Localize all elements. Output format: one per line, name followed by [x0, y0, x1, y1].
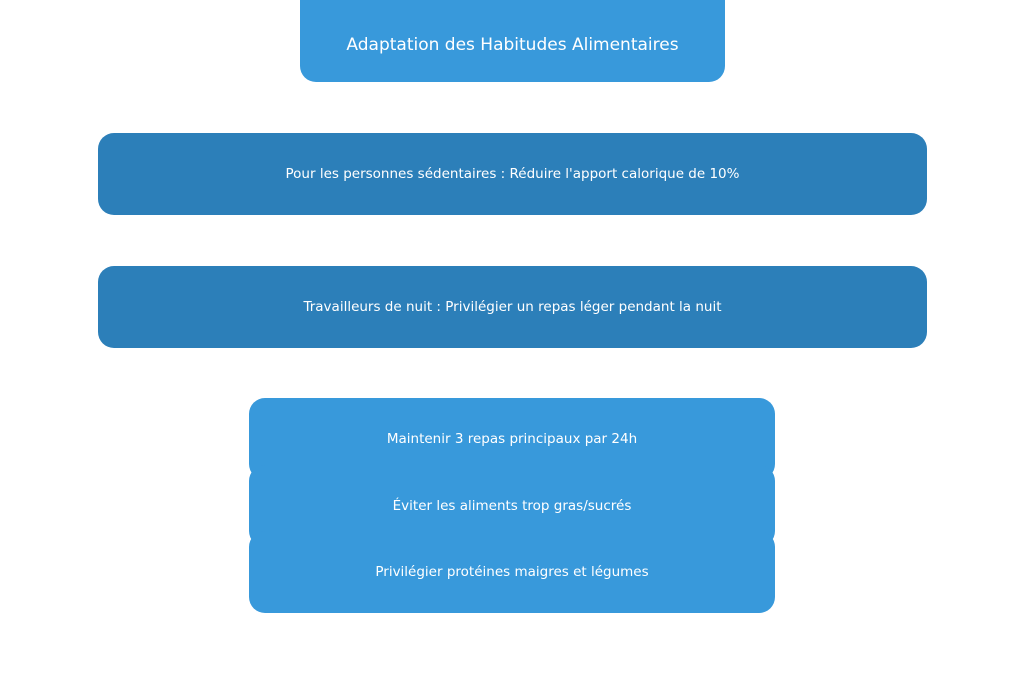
condition-text: Pour les personnes sédentaires : Réduire l'apport calorique de 10% [285, 166, 740, 182]
recommendation-text: Privilégier protéines maigres et légumes [375, 564, 649, 580]
condition-text: Travailleurs de nuit : Privilégier un repas léger pendant la nuit [303, 299, 722, 315]
condition-box-night-workers [98, 266, 927, 348]
diagram-title: Adaptation des Habitudes Alimentaires [346, 35, 679, 55]
diagram-title-box [300, 0, 725, 82]
condition-box-sedentary [98, 133, 927, 215]
recommendation-text: Maintenir 3 repas principaux par 24h [386, 431, 638, 447]
recommendation-box-proteins [249, 531, 775, 613]
recommendation-text: Éviter les aliments trop gras/sucrés [392, 498, 632, 514]
